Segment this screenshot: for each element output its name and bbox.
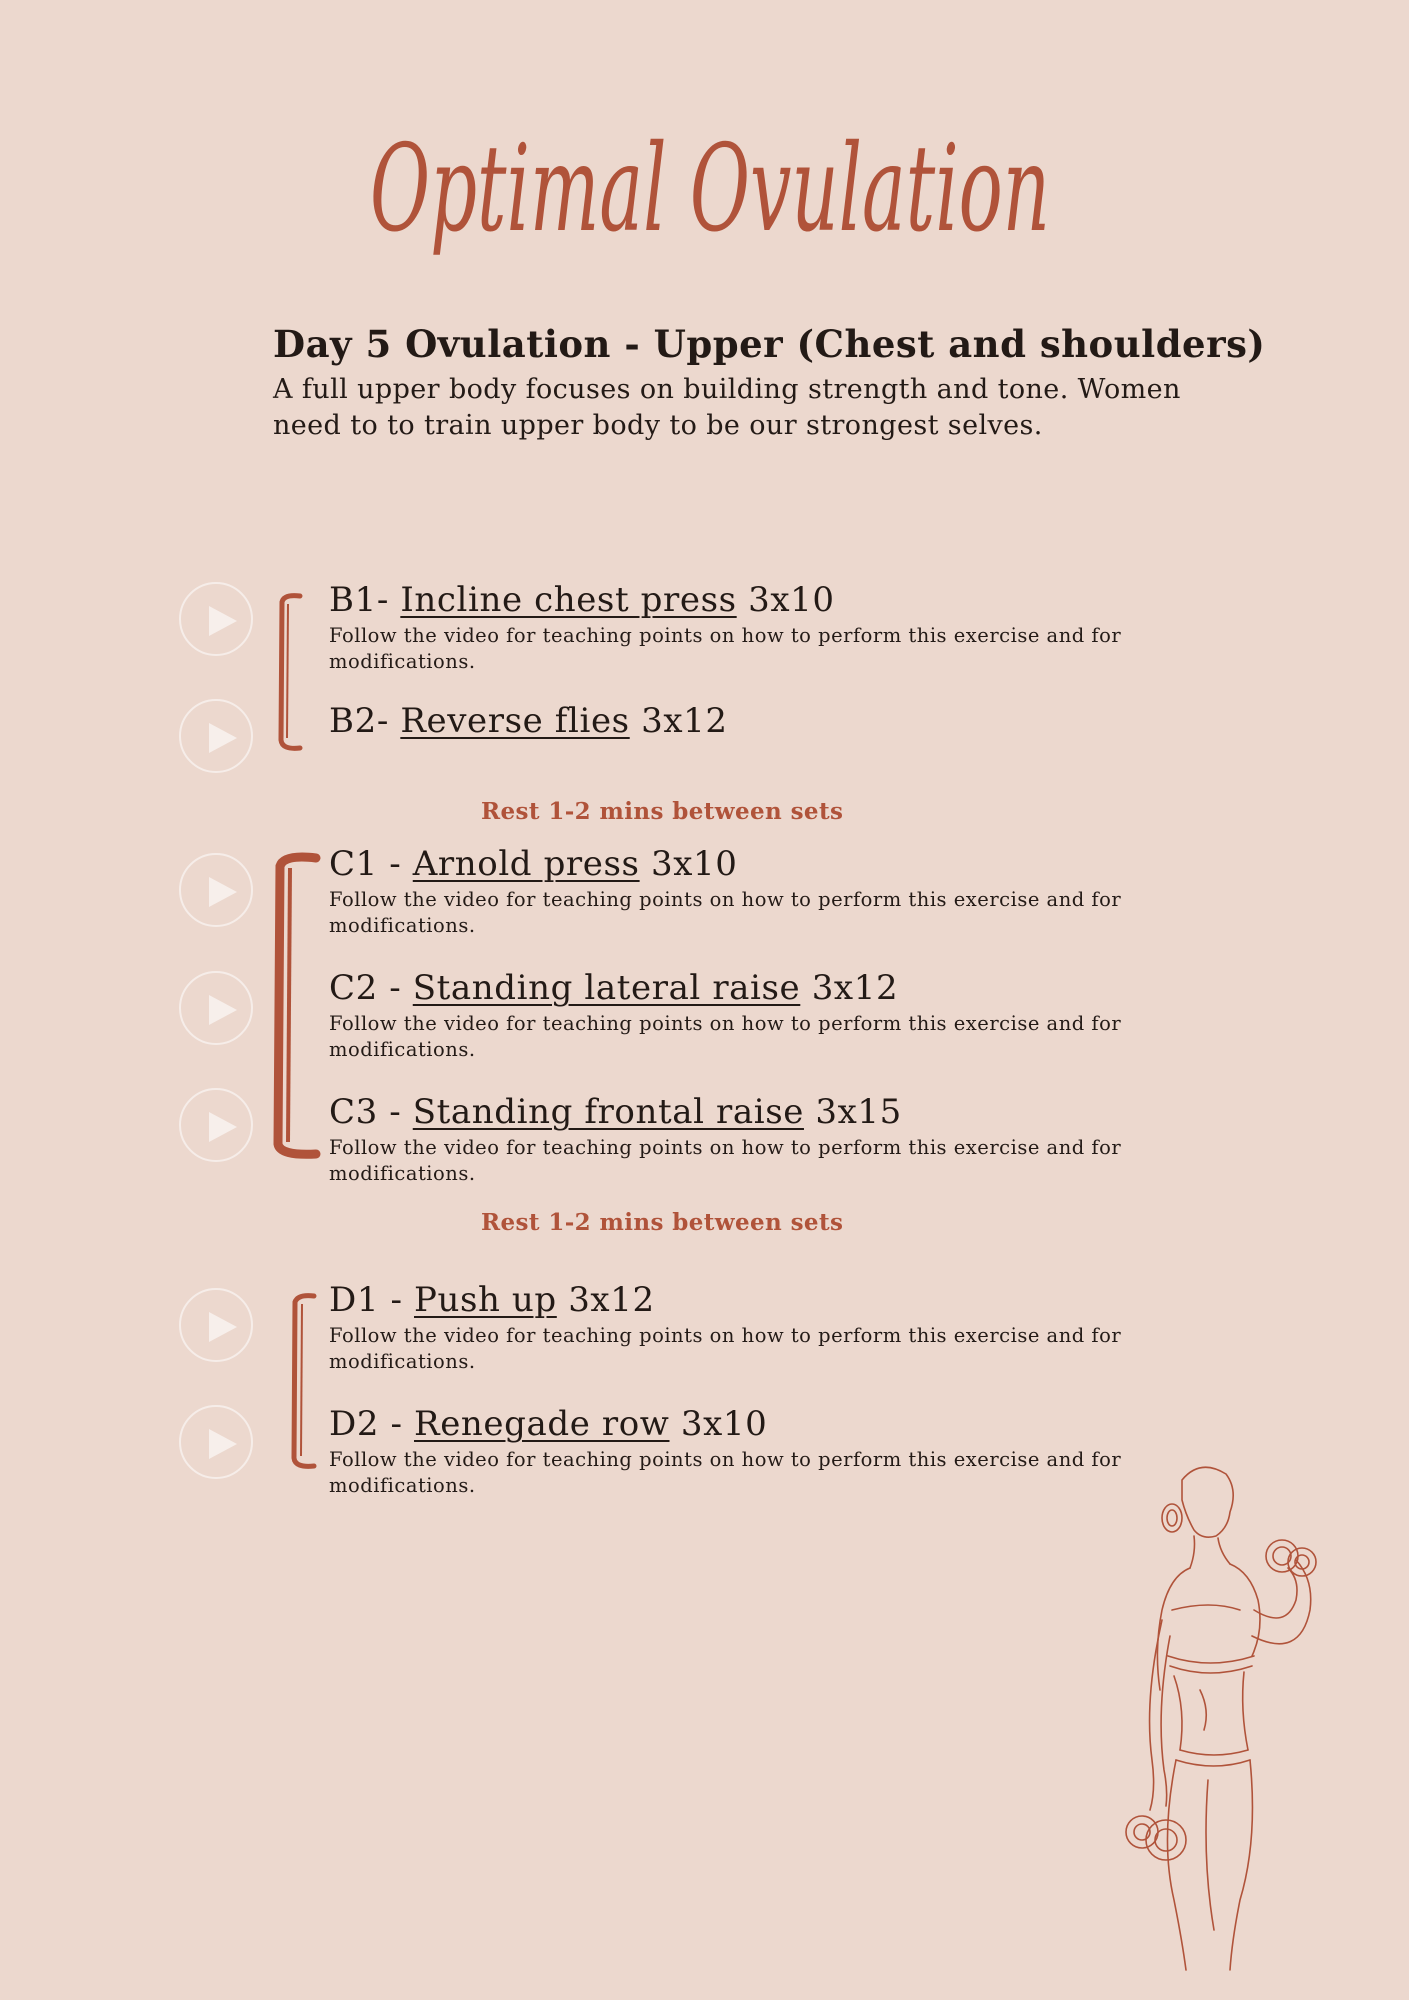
desc-line-2: modifications.	[329, 1350, 476, 1373]
play-icon	[181, 855, 255, 929]
exercise-desc-c1	[329, 887, 1169, 939]
exercise-link-renegade-row[interactable]: Renegade row	[414, 1404, 670, 1444]
desc-line-2: modifications.	[329, 1162, 476, 1185]
desc-line-1: Follow the video for teaching points on how to perform this exercise and for	[329, 888, 1122, 911]
exercise-prefix: C2 -	[329, 968, 413, 1008]
play-icon	[181, 1407, 255, 1481]
exercise-prefix: C1 -	[329, 844, 413, 884]
intro-line-2: need to to train upper body to be our strongest selves.	[273, 410, 1043, 441]
play-icon	[181, 584, 255, 658]
exercise-desc-d1	[329, 1323, 1169, 1375]
exercise-title-c2	[329, 968, 898, 1008]
page-heading: Day 5 Ovulation - Upper (Chest and shoulders)	[273, 322, 1266, 366]
exercise-desc-c2	[329, 1011, 1169, 1063]
exercise-reps: 3x10	[736, 580, 835, 620]
exercise-link-standing-lateral-raise[interactable]: Standing lateral raise	[412, 968, 801, 1008]
play-icon	[181, 701, 255, 775]
desc-line-2: modifications.	[329, 914, 476, 937]
exercise-link-push-up[interactable]: Push up	[414, 1280, 557, 1320]
exercise-link-incline-chest-press[interactable]: Incline chest press	[400, 580, 737, 620]
exercise-desc-c3	[329, 1135, 1169, 1187]
play-video-button-c1[interactable]	[179, 853, 253, 927]
exercise-link-reverse-flies[interactable]: Reverse flies	[400, 701, 630, 741]
desc-line-2: modifications.	[329, 1474, 476, 1497]
exercise-reps: 3x12	[629, 701, 728, 741]
rest-note-b: Rest 1-2 mins between sets	[481, 798, 844, 825]
desc-line-1: Follow the video for teaching points on how to perform this exercise and for	[329, 1324, 1122, 1347]
exercise-link-arnold-press[interactable]: Arnold press	[412, 844, 640, 884]
play-video-button-c3[interactable]	[179, 1088, 253, 1162]
play-icon	[181, 1290, 255, 1364]
exercise-desc-d2	[329, 1447, 1169, 1499]
play-video-button-b2[interactable]	[179, 699, 253, 773]
exercise-desc-b1	[329, 623, 1169, 675]
desc-line-1: Follow the video for teaching points on how to perform this exercise and for	[329, 1448, 1122, 1471]
script-title-text: Optimal Ovulation	[370, 120, 1050, 259]
exercise-title-c1	[329, 844, 738, 884]
exercise-prefix: D1 -	[329, 1280, 414, 1320]
desc-line-2: modifications.	[329, 1038, 476, 1061]
desc-line-1: Follow the video for teaching points on how to perform this exercise and for	[329, 1012, 1122, 1035]
exercise-link-standing-frontal-raise[interactable]: Standing frontal raise	[412, 1092, 804, 1132]
play-icon	[181, 1090, 255, 1164]
exercise-reps: 3x12	[800, 968, 899, 1008]
play-icon	[181, 973, 255, 1047]
desc-line-1: Follow the video for teaching points on how to perform this exercise and for	[329, 624, 1122, 647]
woman-dumbbell-illustration	[1090, 1460, 1350, 1980]
exercise-reps: 3x15	[803, 1092, 902, 1132]
exercise-title-b1	[329, 580, 835, 620]
intro-text	[273, 372, 1253, 444]
bracket-group-b	[272, 590, 308, 760]
rest-note-c: Rest 1-2 mins between sets	[481, 1209, 844, 1236]
desc-line-2: modifications.	[329, 650, 476, 673]
exercise-prefix: B2-	[329, 701, 401, 741]
intro-line-1: A full upper body focuses on building strength and tone. Women	[273, 374, 1181, 405]
exercise-title-b2	[329, 701, 728, 741]
exercise-reps: 3x12	[556, 1280, 655, 1320]
exercise-title-d1	[329, 1280, 655, 1320]
play-video-button-b1[interactable]	[179, 582, 253, 656]
bracket-group-c	[264, 848, 324, 1164]
exercise-title-c3	[329, 1092, 902, 1132]
script-title	[360, 90, 1060, 280]
exercise-reps: 3x10	[669, 1404, 768, 1444]
exercise-prefix: D2 -	[329, 1404, 414, 1444]
desc-line-1: Follow the video for teaching points on how to perform this exercise and for	[329, 1136, 1122, 1159]
bracket-group-d	[284, 1290, 320, 1476]
exercise-prefix: C3 -	[329, 1092, 413, 1132]
play-video-button-d1[interactable]	[179, 1288, 253, 1362]
exercise-reps: 3x10	[639, 844, 738, 884]
exercise-prefix: B1-	[329, 580, 401, 620]
play-video-button-c2[interactable]	[179, 971, 253, 1045]
play-video-button-d2[interactable]	[179, 1405, 253, 1479]
exercise-title-d2	[329, 1404, 767, 1444]
